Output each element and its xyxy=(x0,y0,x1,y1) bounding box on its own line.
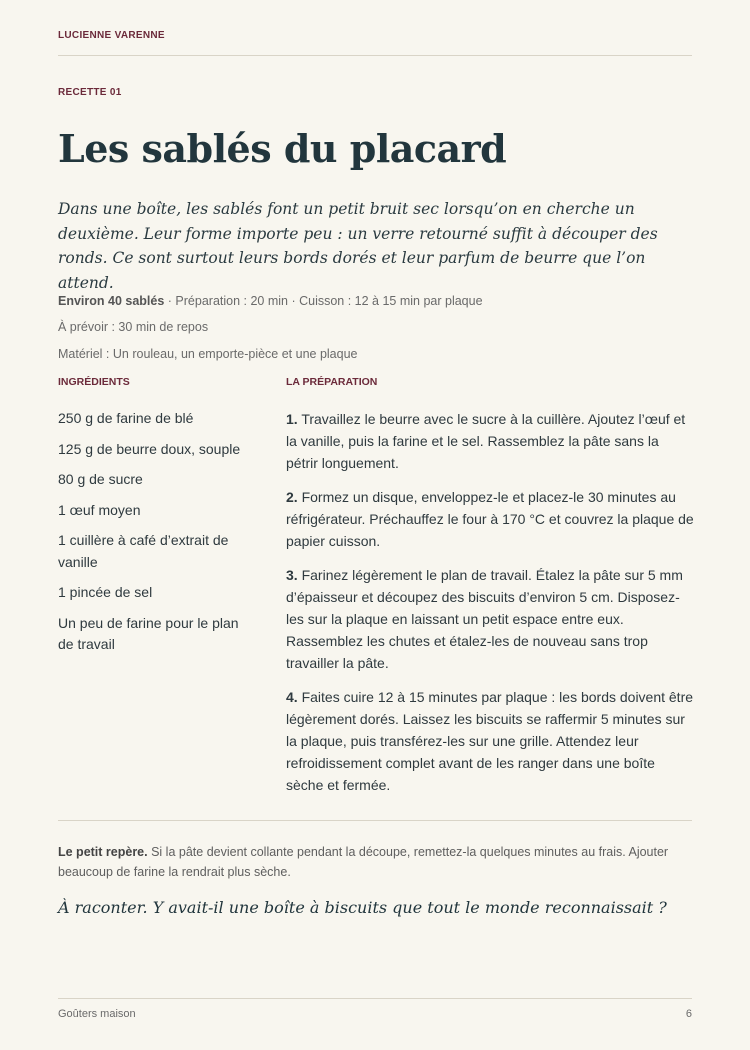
recipe-title: Les sablés du placard xyxy=(58,126,507,171)
recipe-meta-rest: À prévoir : 30 min de repos xyxy=(58,320,209,334)
page-number: 6 xyxy=(685,1008,692,1020)
step-item xyxy=(286,408,694,474)
recipe-meta-equipment: Matériel : Un rouleau, un emporte-pièce et une plaque xyxy=(58,347,358,361)
footer-section-title: Goûters maison xyxy=(58,1008,136,1020)
step-item xyxy=(286,686,694,796)
ingredient-item: 80 g de sucre xyxy=(58,471,143,487)
ingredients-heading: INGRÉDIENTS xyxy=(58,376,130,388)
tip-note xyxy=(58,842,692,882)
step-number: 1. xyxy=(286,411,298,427)
timing-text: · Préparation : 20 min · Cuisson : 12 à 15 min par plaque xyxy=(164,294,483,308)
step-text: Formez un disque, enveloppez-le et placez-le 30 minutes au réfrigérateur. Préchauffez le four à 170 °C et couvrez la plaque de papier cuisson. xyxy=(286,489,694,549)
ingredients-list xyxy=(58,408,258,665)
step-item xyxy=(286,486,694,552)
preparation-heading: LA PRÉPARATION xyxy=(286,376,378,388)
recipe-page xyxy=(58,0,692,1050)
step-number: 2. xyxy=(286,489,298,505)
footer-divider xyxy=(58,998,692,999)
ingredient-item: 1 cuillère à café d’extrait de vanille xyxy=(58,532,229,570)
ingredient-item: 250 g de farine de blé xyxy=(58,410,194,426)
tip-text: Si la pâte devient collante pendant la découpe, remettez-la quelques minutes au frais. Ajouter beaucoup de farine la rendrait plus sèche. xyxy=(58,845,669,879)
preparation-steps xyxy=(286,408,694,808)
step-text: Farinez légèrement le plan de travail. Étalez la pâte sur 5 mm d’épaisseur et découpez des biscuits d’environ 5 cm. Disposez-les sur la plaque en laissant un petit espace entre eux. Rassemblez les chutes et étalez-les de nouveau sans trop travailler la pâte. xyxy=(286,567,683,671)
middle-divider xyxy=(58,820,692,821)
ingredient-item: 1 œuf moyen xyxy=(58,501,141,518)
ingredient-item: Un peu de farine pour le plan de travail xyxy=(58,614,239,652)
top-divider xyxy=(58,55,692,56)
step-text: Travaillez le beurre avec le sucre à la cuillère. Ajoutez l’œuf et la vanille, puis la farine et le sel. Rassemblez la pâte sans la pétrir longuement. xyxy=(286,411,686,471)
step-number: 3. xyxy=(286,567,298,583)
recipe-number: RECETTE 01 xyxy=(58,87,122,98)
yield-label: Environ 40 sablés xyxy=(58,294,165,308)
recipe-intro: Dans une boîte, les sablés font un petit bruit sec lorsqu’on en cherche un deuxième. Leur forme importe peu : un verre retourné suffit à découper des ronds. Ce sont surtout leurs bords dorés et leur parfum de beurre que l’on attend. xyxy=(58,200,658,292)
storytelling-prompt: À raconter. Y avait-il une boîte à biscuits que tout le monde reconnaissait ? xyxy=(58,898,667,917)
step-number: 4. xyxy=(286,689,298,705)
tip-label: Le petit repère. xyxy=(58,845,148,859)
ingredient-item: 125 g de beurre doux, souple xyxy=(58,440,241,457)
step-text: Faites cuire 12 à 15 minutes par plaque : les bords doivent être légèrement dorés. Laissez les biscuits se raffermir 5 minutes sur la plaque, puis transférez-les sur une grille. Attendez leur refroidissement complet avant de les ranger dans une boîte sèche et fermée. xyxy=(286,689,694,793)
step-item xyxy=(286,564,694,674)
ingredient-item: 1 pincée de sel xyxy=(58,584,153,600)
recipe-meta-yield xyxy=(58,294,483,308)
author-name: LUCIENNE VARENNE xyxy=(58,30,165,41)
